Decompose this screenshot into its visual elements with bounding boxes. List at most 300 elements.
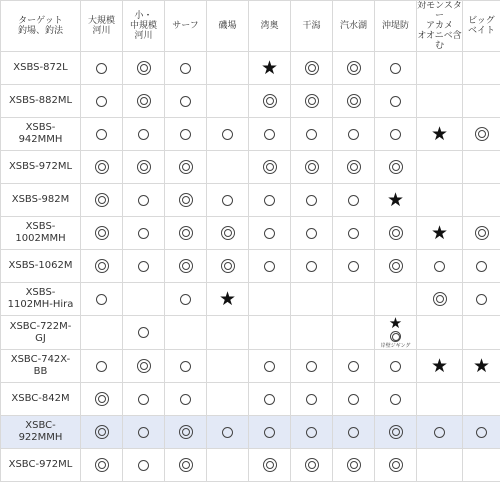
circle-icon xyxy=(180,361,191,372)
circle-icon xyxy=(390,63,401,74)
rating-cell xyxy=(81,350,123,383)
rating-cell xyxy=(375,118,417,151)
circle-icon xyxy=(348,129,359,140)
rating-cell xyxy=(375,250,417,283)
rating-cell xyxy=(165,217,207,250)
rating-cell xyxy=(207,217,249,250)
model-name-label: XSBS- 942MMH xyxy=(18,122,63,145)
rating-cell xyxy=(291,350,333,383)
circle-icon xyxy=(264,361,275,372)
star-icon: ★ xyxy=(430,221,449,244)
rating-cell xyxy=(333,151,375,184)
circle-icon xyxy=(138,427,149,438)
rating-cell xyxy=(463,350,500,383)
rating-cell xyxy=(165,350,207,383)
rating-mark-wrap xyxy=(417,292,462,306)
rating-cell xyxy=(123,217,165,250)
circle-icon xyxy=(264,261,275,272)
rating-cell xyxy=(333,283,375,316)
rating-cell xyxy=(463,383,500,416)
double-circle-icon xyxy=(95,193,109,207)
column-header-label: サーフ xyxy=(172,21,199,31)
double-circle-icon xyxy=(137,359,151,373)
double-circle-icon xyxy=(137,61,151,75)
rating-cell xyxy=(417,52,463,85)
rating-mark-wrap xyxy=(375,129,416,140)
rating-cell xyxy=(333,449,375,482)
rating-cell xyxy=(81,316,123,350)
circle-icon xyxy=(138,327,149,338)
rating-cell xyxy=(81,416,123,449)
circle-icon xyxy=(264,427,275,438)
rating-cell xyxy=(291,316,333,350)
model-name-label: XSBC-842M xyxy=(11,393,70,404)
rating-cell xyxy=(417,250,463,283)
rating-cell xyxy=(417,316,463,350)
circle-icon xyxy=(96,361,107,372)
rating-cell xyxy=(207,118,249,151)
table-row xyxy=(1,283,500,316)
rating-mark-wrap xyxy=(123,94,164,108)
model-name-label: XSBS- 1002MMH xyxy=(15,221,66,244)
rating-mark-wrap xyxy=(165,193,206,207)
rating-cell xyxy=(123,416,165,449)
rating-cell xyxy=(333,250,375,283)
model-name-label: XSBS-882ML xyxy=(8,95,73,106)
rating-mark-wrap xyxy=(165,129,206,140)
column-header xyxy=(81,1,123,52)
rating-cell xyxy=(417,184,463,217)
double-circle-icon xyxy=(95,160,109,174)
circle-icon xyxy=(180,63,191,74)
model-name-label: XSBC-742X- BB xyxy=(10,354,71,377)
rating-mark-wrap xyxy=(463,261,500,272)
circle-icon xyxy=(348,228,359,239)
rating-mark-wrap xyxy=(417,261,462,272)
circle-icon xyxy=(390,394,401,405)
circle-icon xyxy=(180,96,191,107)
double-circle-icon xyxy=(179,193,193,207)
rating-cell xyxy=(207,250,249,283)
rating-mark-wrap xyxy=(207,287,248,310)
rating-mark-wrap xyxy=(375,160,416,174)
column-header xyxy=(463,1,500,52)
rating-mark-wrap xyxy=(123,61,164,75)
rating-mark-wrap xyxy=(81,259,122,273)
circle-icon xyxy=(138,228,149,239)
rating-cell xyxy=(207,52,249,85)
rating-cell xyxy=(333,383,375,416)
rating-cell xyxy=(207,383,249,416)
rating-cell xyxy=(207,449,249,482)
rating-mark-wrap xyxy=(123,359,164,373)
column-header xyxy=(291,1,333,52)
double-circle-icon xyxy=(95,425,109,439)
double-circle-icon xyxy=(95,226,109,240)
circle-icon xyxy=(476,261,487,272)
rating-cell xyxy=(249,350,291,383)
corner-header xyxy=(1,1,81,52)
rating-mark-wrap xyxy=(291,195,332,206)
rating-cell xyxy=(207,416,249,449)
rating-cell xyxy=(375,85,417,118)
rating-cell xyxy=(291,118,333,151)
rating-cell xyxy=(463,416,500,449)
rating-cell xyxy=(417,350,463,383)
double-circle-icon xyxy=(475,127,489,141)
rating-cell xyxy=(207,350,249,383)
rating-mark-wrap xyxy=(81,226,122,240)
column-header xyxy=(333,1,375,52)
rating-mark-wrap xyxy=(417,122,462,145)
model-name-label: XSBC-722M- GJ xyxy=(9,320,72,344)
column-header xyxy=(165,1,207,52)
double-circle-icon xyxy=(137,94,151,108)
circle-icon xyxy=(180,129,191,140)
rating-mark-wrap xyxy=(165,458,206,472)
rating-mark-wrap xyxy=(249,228,290,239)
rating-mark-wrap xyxy=(249,427,290,438)
model-name xyxy=(1,416,81,449)
rating-cell xyxy=(291,383,333,416)
model-name xyxy=(1,316,81,350)
double-circle-icon xyxy=(179,259,193,273)
rating-cell xyxy=(375,350,417,383)
rating-mark-wrap xyxy=(165,361,206,372)
rating-mark-wrap xyxy=(123,394,164,405)
rating-cell xyxy=(291,151,333,184)
corner-header-label: ターゲット 釣場、釣法 xyxy=(17,16,63,36)
column-header-label: ビッグ ベイト xyxy=(467,16,495,36)
rating-cell xyxy=(81,118,123,151)
rating-cell xyxy=(249,52,291,85)
rating-mark-wrap xyxy=(249,56,290,79)
double-circle-icon xyxy=(221,259,235,273)
rating-mark-wrap xyxy=(291,160,332,174)
rating-mark-wrap xyxy=(291,427,332,438)
star-icon: ★ xyxy=(430,354,449,377)
star-icon: ★ xyxy=(218,287,237,310)
rating-cell xyxy=(81,283,123,316)
rating-mark-wrap xyxy=(463,127,500,141)
column-header xyxy=(375,1,417,52)
rating-cell xyxy=(123,184,165,217)
rating-cell xyxy=(333,350,375,383)
rating-cell xyxy=(207,316,249,350)
table-row xyxy=(1,85,500,118)
double-circle-icon xyxy=(389,259,403,273)
rating-mark-wrap xyxy=(81,425,122,439)
column-header-label: 沖堤防 xyxy=(381,21,409,31)
rating-cell xyxy=(123,350,165,383)
rating-cell xyxy=(165,118,207,151)
double-circle-icon xyxy=(305,94,319,108)
rating-mark-wrap xyxy=(123,460,164,471)
rating-cell xyxy=(207,283,249,316)
rating-mark-wrap xyxy=(81,96,122,107)
rating-mark-wrap xyxy=(333,129,374,140)
rating-mark-wrap xyxy=(207,226,248,240)
model-name xyxy=(1,184,81,217)
rating-mark-wrap xyxy=(123,160,164,174)
table-row xyxy=(1,151,500,184)
circle-icon xyxy=(306,195,317,206)
double-circle-icon xyxy=(347,94,361,108)
rating-mark-wrap xyxy=(81,160,122,174)
table-row xyxy=(1,52,500,85)
circle-icon xyxy=(222,427,233,438)
rating-cell xyxy=(249,85,291,118)
rating-mark-wrap xyxy=(207,129,248,140)
double-circle-icon xyxy=(347,458,361,472)
circle-icon xyxy=(306,427,317,438)
rating-mark-wrap xyxy=(463,427,500,438)
column-header-label: 大規模 河川 xyxy=(87,16,115,36)
table-row xyxy=(1,416,500,449)
double-circle-icon xyxy=(390,331,401,342)
rating-cell xyxy=(165,449,207,482)
model-name xyxy=(1,217,81,250)
rating-cell xyxy=(417,217,463,250)
rating-mark-wrap xyxy=(333,394,374,405)
circle-icon xyxy=(222,129,233,140)
rating-cell xyxy=(165,416,207,449)
rating-mark-wrap xyxy=(333,427,374,438)
rating-cell xyxy=(291,85,333,118)
rating-cell xyxy=(81,250,123,283)
rating-mark-wrap xyxy=(165,63,206,74)
rating-cell xyxy=(123,85,165,118)
column-header xyxy=(417,1,463,52)
double-circle-icon xyxy=(475,226,489,240)
rating-cell xyxy=(249,217,291,250)
rating-mark-wrap xyxy=(249,361,290,372)
rating-cell xyxy=(165,250,207,283)
rating-cell xyxy=(417,383,463,416)
circle-icon xyxy=(96,96,107,107)
circle-icon xyxy=(264,228,275,239)
model-name xyxy=(1,118,81,151)
rating-mark-wrap xyxy=(165,394,206,405)
rating-cell xyxy=(375,52,417,85)
rating-cell xyxy=(249,151,291,184)
rating-mark-wrap xyxy=(375,259,416,273)
rating-mark-wrap xyxy=(375,361,416,372)
double-circle-icon xyxy=(179,425,193,439)
rating-mark-wrap xyxy=(207,427,248,438)
rating-mark-wrap xyxy=(291,129,332,140)
double-circle-icon xyxy=(137,160,151,174)
circle-icon xyxy=(96,129,107,140)
rating-cell xyxy=(207,85,249,118)
rating-cell xyxy=(333,416,375,449)
rating-cell xyxy=(123,52,165,85)
rating-cell xyxy=(417,118,463,151)
rating-mark-wrap xyxy=(291,261,332,272)
column-header xyxy=(207,1,249,52)
double-circle-icon xyxy=(263,160,277,174)
rating-mark-wrap xyxy=(249,195,290,206)
rating-cell xyxy=(249,383,291,416)
rating-mark-wrap xyxy=(291,61,332,75)
double-circle-icon xyxy=(305,61,319,75)
rating-mark-wrap xyxy=(333,261,374,272)
rating-cell xyxy=(123,250,165,283)
model-name xyxy=(1,52,81,85)
rating-cell xyxy=(333,118,375,151)
rating-cell xyxy=(81,85,123,118)
rating-mark-wrap xyxy=(249,160,290,174)
double-circle-icon xyxy=(179,160,193,174)
circle-icon xyxy=(476,427,487,438)
rating-cell xyxy=(123,151,165,184)
rating-cell xyxy=(463,184,500,217)
model-name-label: XSBS-872L xyxy=(13,62,68,73)
rating-cell xyxy=(417,85,463,118)
rating-cell xyxy=(123,283,165,316)
rating-cell xyxy=(463,449,500,482)
table-row xyxy=(1,250,500,283)
double-circle-icon xyxy=(263,458,277,472)
rating-mark-wrap xyxy=(333,228,374,239)
rating-mark-wrap xyxy=(333,160,374,174)
rating-cell xyxy=(123,449,165,482)
circle-icon xyxy=(306,394,317,405)
rating-mark-wrap xyxy=(375,425,416,439)
circle-icon xyxy=(306,361,317,372)
rating-cell xyxy=(417,416,463,449)
rating-cell xyxy=(463,316,500,350)
model-name xyxy=(1,151,81,184)
rating-mark-wrap xyxy=(81,63,122,74)
rating-mark-wrap xyxy=(417,354,462,377)
double-circle-icon xyxy=(305,160,319,174)
model-name xyxy=(1,350,81,383)
rating-mark-wrap xyxy=(123,327,164,338)
circle-icon xyxy=(348,361,359,372)
rating-mark-wrap xyxy=(375,458,416,472)
model-name xyxy=(1,85,81,118)
rating-cell xyxy=(81,151,123,184)
star-icon: ★ xyxy=(386,188,405,211)
rating-cell xyxy=(375,283,417,316)
double-circle-icon xyxy=(347,160,361,174)
model-name-label: XSBC-972ML xyxy=(8,459,73,470)
circle-icon xyxy=(264,129,275,140)
column-header-label: 対モンスター アカメ オオニベ含む xyxy=(417,1,462,51)
rating-cell xyxy=(123,383,165,416)
rating-mark-wrap xyxy=(123,261,164,272)
table-row xyxy=(1,184,500,217)
double-circle-icon xyxy=(305,458,319,472)
rating-cell xyxy=(123,118,165,151)
column-header-label: 干潟 xyxy=(302,21,321,31)
rating-mark-wrap xyxy=(123,228,164,239)
circle-icon xyxy=(96,294,107,305)
rating-mark-wrap xyxy=(249,394,290,405)
model-name-label: XSBS- 1102MH-Hira xyxy=(7,287,74,310)
circle-icon xyxy=(138,129,149,140)
rating-cell xyxy=(249,184,291,217)
rating-mark-wrap xyxy=(375,226,416,240)
table-row xyxy=(1,118,500,151)
model-name xyxy=(1,449,81,482)
rating-mark-wrap xyxy=(417,427,462,438)
rating-mark-wrap xyxy=(291,228,332,239)
circle-icon xyxy=(434,261,445,272)
table-row xyxy=(1,449,500,482)
circle-icon xyxy=(96,63,107,74)
rating-cell xyxy=(463,85,500,118)
column-header-label: 湾奥 xyxy=(260,21,279,31)
rating-cell xyxy=(249,449,291,482)
table-body xyxy=(1,52,500,482)
rating-mark-wrap xyxy=(249,129,290,140)
rating-cell xyxy=(81,383,123,416)
table-row xyxy=(1,350,500,383)
rating-mark-wrap xyxy=(165,226,206,240)
double-circle-icon xyxy=(347,61,361,75)
rating-mark-wrap xyxy=(375,316,416,349)
model-name xyxy=(1,283,81,316)
model-name-label: XSBS-972ML xyxy=(8,161,73,172)
double-circle-icon xyxy=(389,226,403,240)
rating-cell xyxy=(249,416,291,449)
rating-cell xyxy=(291,449,333,482)
rating-cell xyxy=(417,449,463,482)
rating-mark-wrap xyxy=(165,160,206,174)
double-circle-icon xyxy=(389,160,403,174)
double-circle-icon xyxy=(221,226,235,240)
circle-icon xyxy=(348,394,359,405)
star-icon: ★ xyxy=(388,315,403,332)
star-icon: ★ xyxy=(260,56,279,79)
rating-cell xyxy=(291,416,333,449)
rating-mark-wrap xyxy=(291,394,332,405)
rating-mark-wrap xyxy=(207,195,248,206)
rating-cell xyxy=(207,184,249,217)
circle-icon xyxy=(348,195,359,206)
rating-cell xyxy=(291,283,333,316)
double-circle-icon xyxy=(263,94,277,108)
rating-mark-wrap xyxy=(333,458,374,472)
circle-icon xyxy=(264,195,275,206)
rating-cell xyxy=(165,316,207,350)
double-circle-icon xyxy=(389,458,403,472)
rating-cell xyxy=(81,184,123,217)
model-name-label: XSBS-1062M xyxy=(8,260,73,271)
rating-mark-wrap xyxy=(81,392,122,406)
rating-cell xyxy=(165,184,207,217)
rating-mark-wrap xyxy=(123,427,164,438)
rating-cell xyxy=(291,52,333,85)
rating-cell xyxy=(249,283,291,316)
rating-cell xyxy=(165,85,207,118)
rating-mark-wrap xyxy=(463,226,500,240)
double-circle-icon xyxy=(95,392,109,406)
column-header xyxy=(123,1,165,52)
table-row xyxy=(1,316,500,350)
cell-note: 岸壁ジギング xyxy=(380,343,411,349)
rating-mark-wrap xyxy=(249,458,290,472)
rating-mark-wrap xyxy=(333,195,374,206)
circle-icon xyxy=(306,129,317,140)
rating-mark-wrap xyxy=(291,458,332,472)
rating-cell xyxy=(463,217,500,250)
rating-cell xyxy=(463,250,500,283)
rating-mark-wrap xyxy=(375,394,416,405)
rating-cell xyxy=(333,316,375,350)
